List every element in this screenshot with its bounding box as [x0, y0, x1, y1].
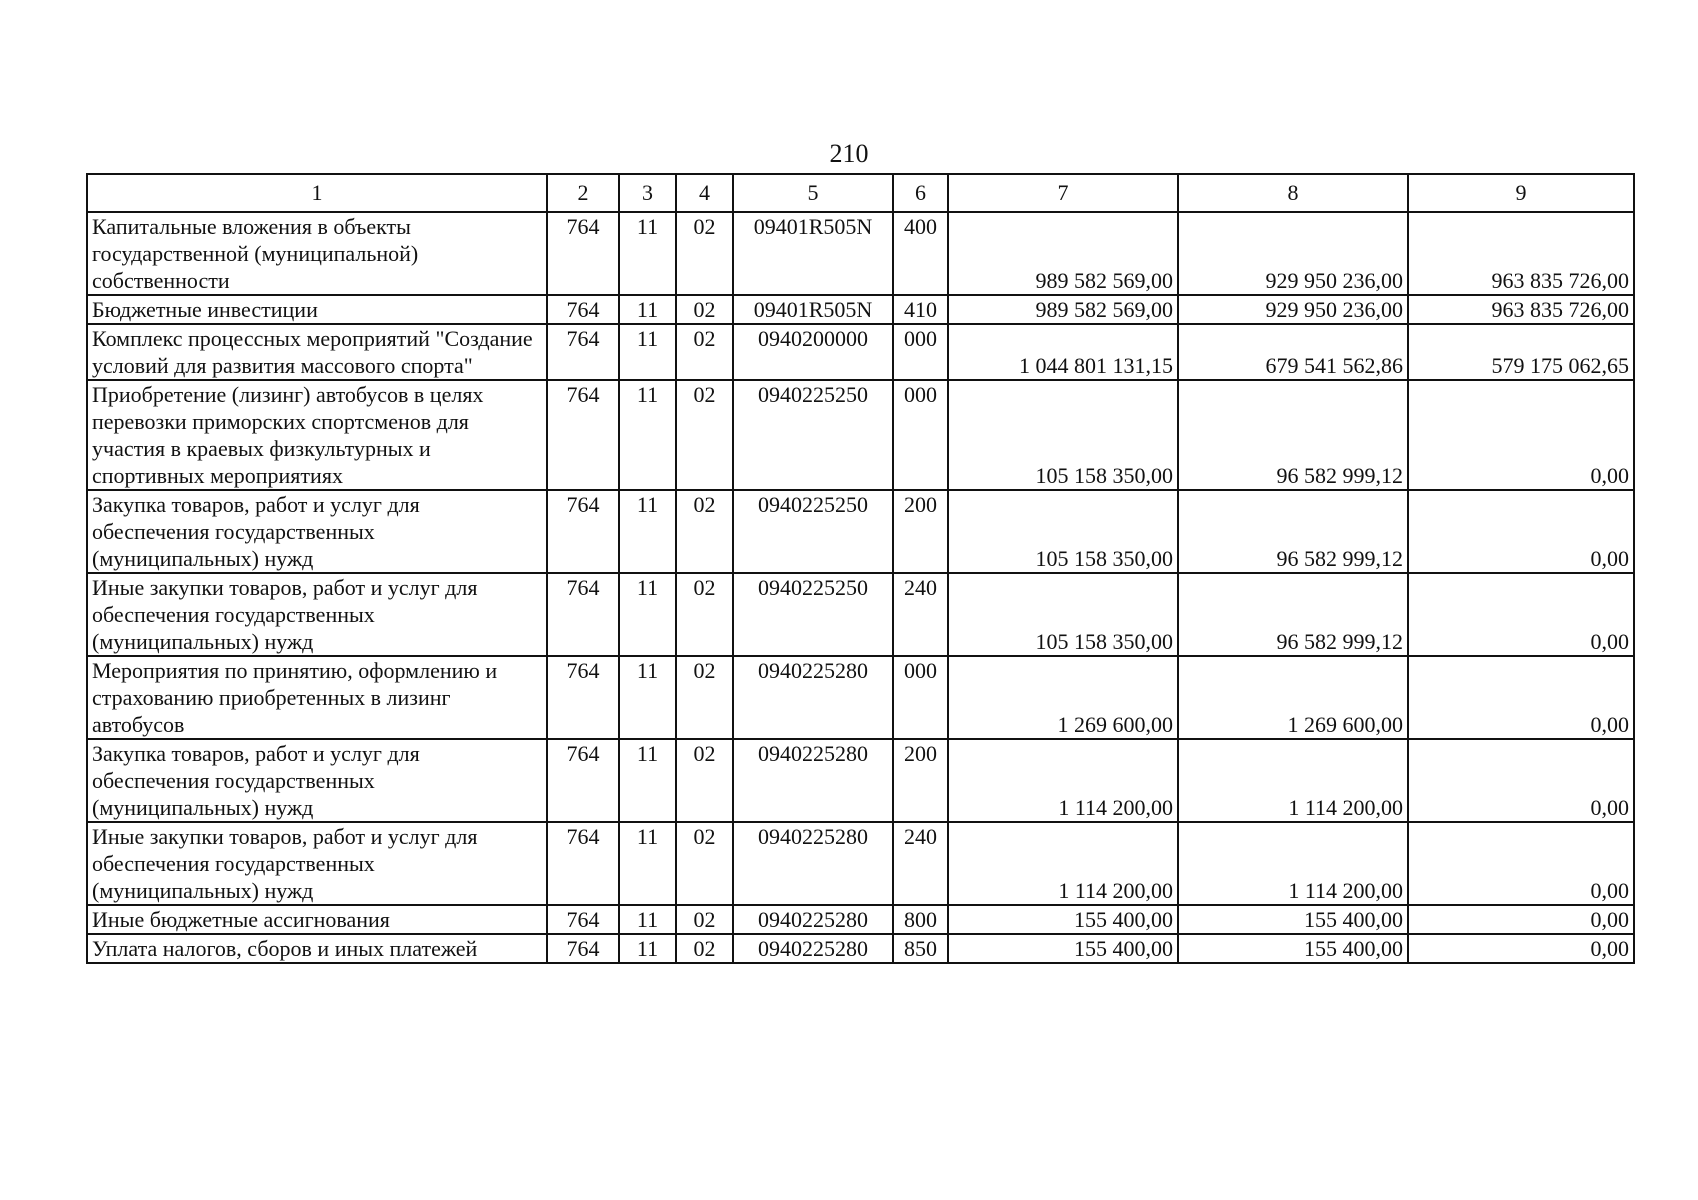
- row-sum-7: 105 158 350,00: [948, 490, 1178, 573]
- row-name: Иные бюджетные ассигнования: [87, 905, 547, 934]
- table-row: [87, 934, 1634, 963]
- table-row: [87, 295, 1634, 324]
- row-code-2: 764: [547, 573, 619, 656]
- row-code-4: 02: [676, 822, 733, 905]
- column-header-9: 9: [1408, 174, 1634, 212]
- row-code-3: 11: [619, 573, 676, 656]
- row-code-4: 02: [676, 656, 733, 739]
- row-code-6: 000: [893, 324, 948, 380]
- row-sum-7: 105 158 350,00: [948, 573, 1178, 656]
- row-code-5: 0940225280: [733, 934, 893, 963]
- row-code-5: 09401R505N: [733, 295, 893, 324]
- row-sum-9: 963 835 726,00: [1408, 295, 1634, 324]
- header-row: [87, 174, 1634, 212]
- row-code-2: 764: [547, 656, 619, 739]
- row-sum-8: 96 582 999,12: [1178, 380, 1408, 490]
- table-row: [87, 380, 1634, 490]
- row-code-4: 02: [676, 295, 733, 324]
- row-sum-9: 0,00: [1408, 934, 1634, 963]
- row-name: Закупка товаров, работ и услуг для обеспечения государственных (муниципальных) нужд: [87, 490, 547, 573]
- row-code-2: 764: [547, 739, 619, 822]
- table-row: [87, 822, 1634, 905]
- row-code-2: 764: [547, 324, 619, 380]
- row-code-2: 764: [547, 212, 619, 295]
- page-number: 210: [829, 139, 869, 168]
- row-sum-8: 1 114 200,00: [1178, 739, 1408, 822]
- row-code-3: 11: [619, 934, 676, 963]
- row-code-6: 200: [893, 490, 948, 573]
- row-sum-9: 0,00: [1408, 573, 1634, 656]
- row-code-2: 764: [547, 295, 619, 324]
- row-code-3: 11: [619, 212, 676, 295]
- row-code-2: 764: [547, 905, 619, 934]
- column-header-3: 3: [619, 174, 676, 212]
- row-sum-9: 0,00: [1408, 739, 1634, 822]
- row-sum-7: 155 400,00: [948, 905, 1178, 934]
- row-code-4: 02: [676, 573, 733, 656]
- row-code-5: 0940225250: [733, 573, 893, 656]
- row-code-3: 11: [619, 822, 676, 905]
- row-code-5: 0940225250: [733, 380, 893, 490]
- row-code-6: 410: [893, 295, 948, 324]
- column-header-2: 2: [547, 174, 619, 212]
- row-sum-8: 929 950 236,00: [1178, 212, 1408, 295]
- row-code-6: 200: [893, 739, 948, 822]
- row-sum-9: 579 175 062,65: [1408, 324, 1634, 380]
- row-code-4: 02: [676, 490, 733, 573]
- row-code-5: 0940225280: [733, 656, 893, 739]
- row-sum-7: 1 114 200,00: [948, 739, 1178, 822]
- row-code-5: 0940225280: [733, 905, 893, 934]
- row-name: Капитальные вложения в объекты государственной (муниципальной) собственности: [87, 212, 547, 295]
- row-code-3: 11: [619, 656, 676, 739]
- row-code-3: 11: [619, 295, 676, 324]
- column-header-7: 7: [948, 174, 1178, 212]
- row-sum-7: 1 269 600,00: [948, 656, 1178, 739]
- table-row: [87, 905, 1634, 934]
- row-name: Закупка товаров, работ и услуг для обеспечения государственных (муниципальных) нужд: [87, 739, 547, 822]
- column-header-1: 1: [87, 174, 547, 212]
- row-sum-9: 0,00: [1408, 905, 1634, 934]
- column-header-8: 8: [1178, 174, 1408, 212]
- row-name: Бюджетные инвестиции: [87, 295, 547, 324]
- row-code-4: 02: [676, 324, 733, 380]
- row-code-2: 764: [547, 822, 619, 905]
- row-code-3: 11: [619, 905, 676, 934]
- row-sum-9: 0,00: [1408, 656, 1634, 739]
- row-code-2: 764: [547, 380, 619, 490]
- row-code-3: 11: [619, 324, 676, 380]
- row-code-4: 02: [676, 934, 733, 963]
- table-row: [87, 656, 1634, 739]
- row-sum-8: 155 400,00: [1178, 934, 1408, 963]
- row-name: Иные закупки товаров, работ и услуг для обеспечения государственных (муниципальных) нужд: [87, 573, 547, 656]
- row-sum-8: 96 582 999,12: [1178, 573, 1408, 656]
- row-sum-7: 1 114 200,00: [948, 822, 1178, 905]
- row-code-6: 400: [893, 212, 948, 295]
- budget-table: [86, 173, 1635, 964]
- row-sum-8: 1 114 200,00: [1178, 822, 1408, 905]
- row-code-3: 11: [619, 739, 676, 822]
- row-sum-9: 0,00: [1408, 822, 1634, 905]
- column-header-5: 5: [733, 174, 893, 212]
- row-sum-7: 105 158 350,00: [948, 380, 1178, 490]
- table-row: [87, 212, 1634, 295]
- row-code-5: 0940225280: [733, 822, 893, 905]
- row-code-4: 02: [676, 739, 733, 822]
- row-code-4: 02: [676, 380, 733, 490]
- row-name: Комплекс процессных мероприятий "Создание условий для развития массового спорта": [87, 324, 547, 380]
- row-sum-8: 155 400,00: [1178, 905, 1408, 934]
- row-sum-8: 96 582 999,12: [1178, 490, 1408, 573]
- row-sum-8: 679 541 562,86: [1178, 324, 1408, 380]
- row-code-4: 02: [676, 212, 733, 295]
- row-sum-8: 1 269 600,00: [1178, 656, 1408, 739]
- row-code-4: 02: [676, 905, 733, 934]
- row-sum-8: 929 950 236,00: [1178, 295, 1408, 324]
- row-sum-9: 963 835 726,00: [1408, 212, 1634, 295]
- row-code-3: 11: [619, 380, 676, 490]
- row-sum-7: 989 582 569,00: [948, 212, 1178, 295]
- row-code-6: 850: [893, 934, 948, 963]
- row-name: Приобретение (лизинг) автобусов в целях перевозки приморских спортсменов для участия в краевых физкультурных и спортивных мероприятиях: [87, 380, 547, 490]
- row-sum-9: 0,00: [1408, 490, 1634, 573]
- row-sum-7: 989 582 569,00: [948, 295, 1178, 324]
- row-code-5: 0940200000: [733, 324, 893, 380]
- row-code-5: 0940225250: [733, 490, 893, 573]
- table-row: [87, 490, 1634, 573]
- row-code-2: 764: [547, 934, 619, 963]
- row-code-6: 800: [893, 905, 948, 934]
- row-code-6: 000: [893, 656, 948, 739]
- row-code-5: 09401R505N: [733, 212, 893, 295]
- row-name: Мероприятия по принятию, оформлению и страхованию приобретенных в лизинг автобусов: [87, 656, 547, 739]
- row-code-5: 0940225280: [733, 739, 893, 822]
- row-name: Иные закупки товаров, работ и услуг для обеспечения государственных (муниципальных) нужд: [87, 822, 547, 905]
- table-row: [87, 739, 1634, 822]
- column-header-4: 4: [676, 174, 733, 212]
- row-code-6: 000: [893, 380, 948, 490]
- column-header-6: 6: [893, 174, 948, 212]
- row-name: Уплата налогов, сборов и иных платежей: [87, 934, 547, 963]
- row-sum-9: 0,00: [1408, 380, 1634, 490]
- row-code-2: 764: [547, 490, 619, 573]
- row-code-3: 11: [619, 490, 676, 573]
- table-row: [87, 324, 1634, 380]
- table-row: [87, 573, 1634, 656]
- row-code-6: 240: [893, 822, 948, 905]
- row-sum-7: 1 044 801 131,15: [948, 324, 1178, 380]
- row-sum-7: 155 400,00: [948, 934, 1178, 963]
- table-body: [87, 174, 1634, 963]
- row-code-6: 240: [893, 573, 948, 656]
